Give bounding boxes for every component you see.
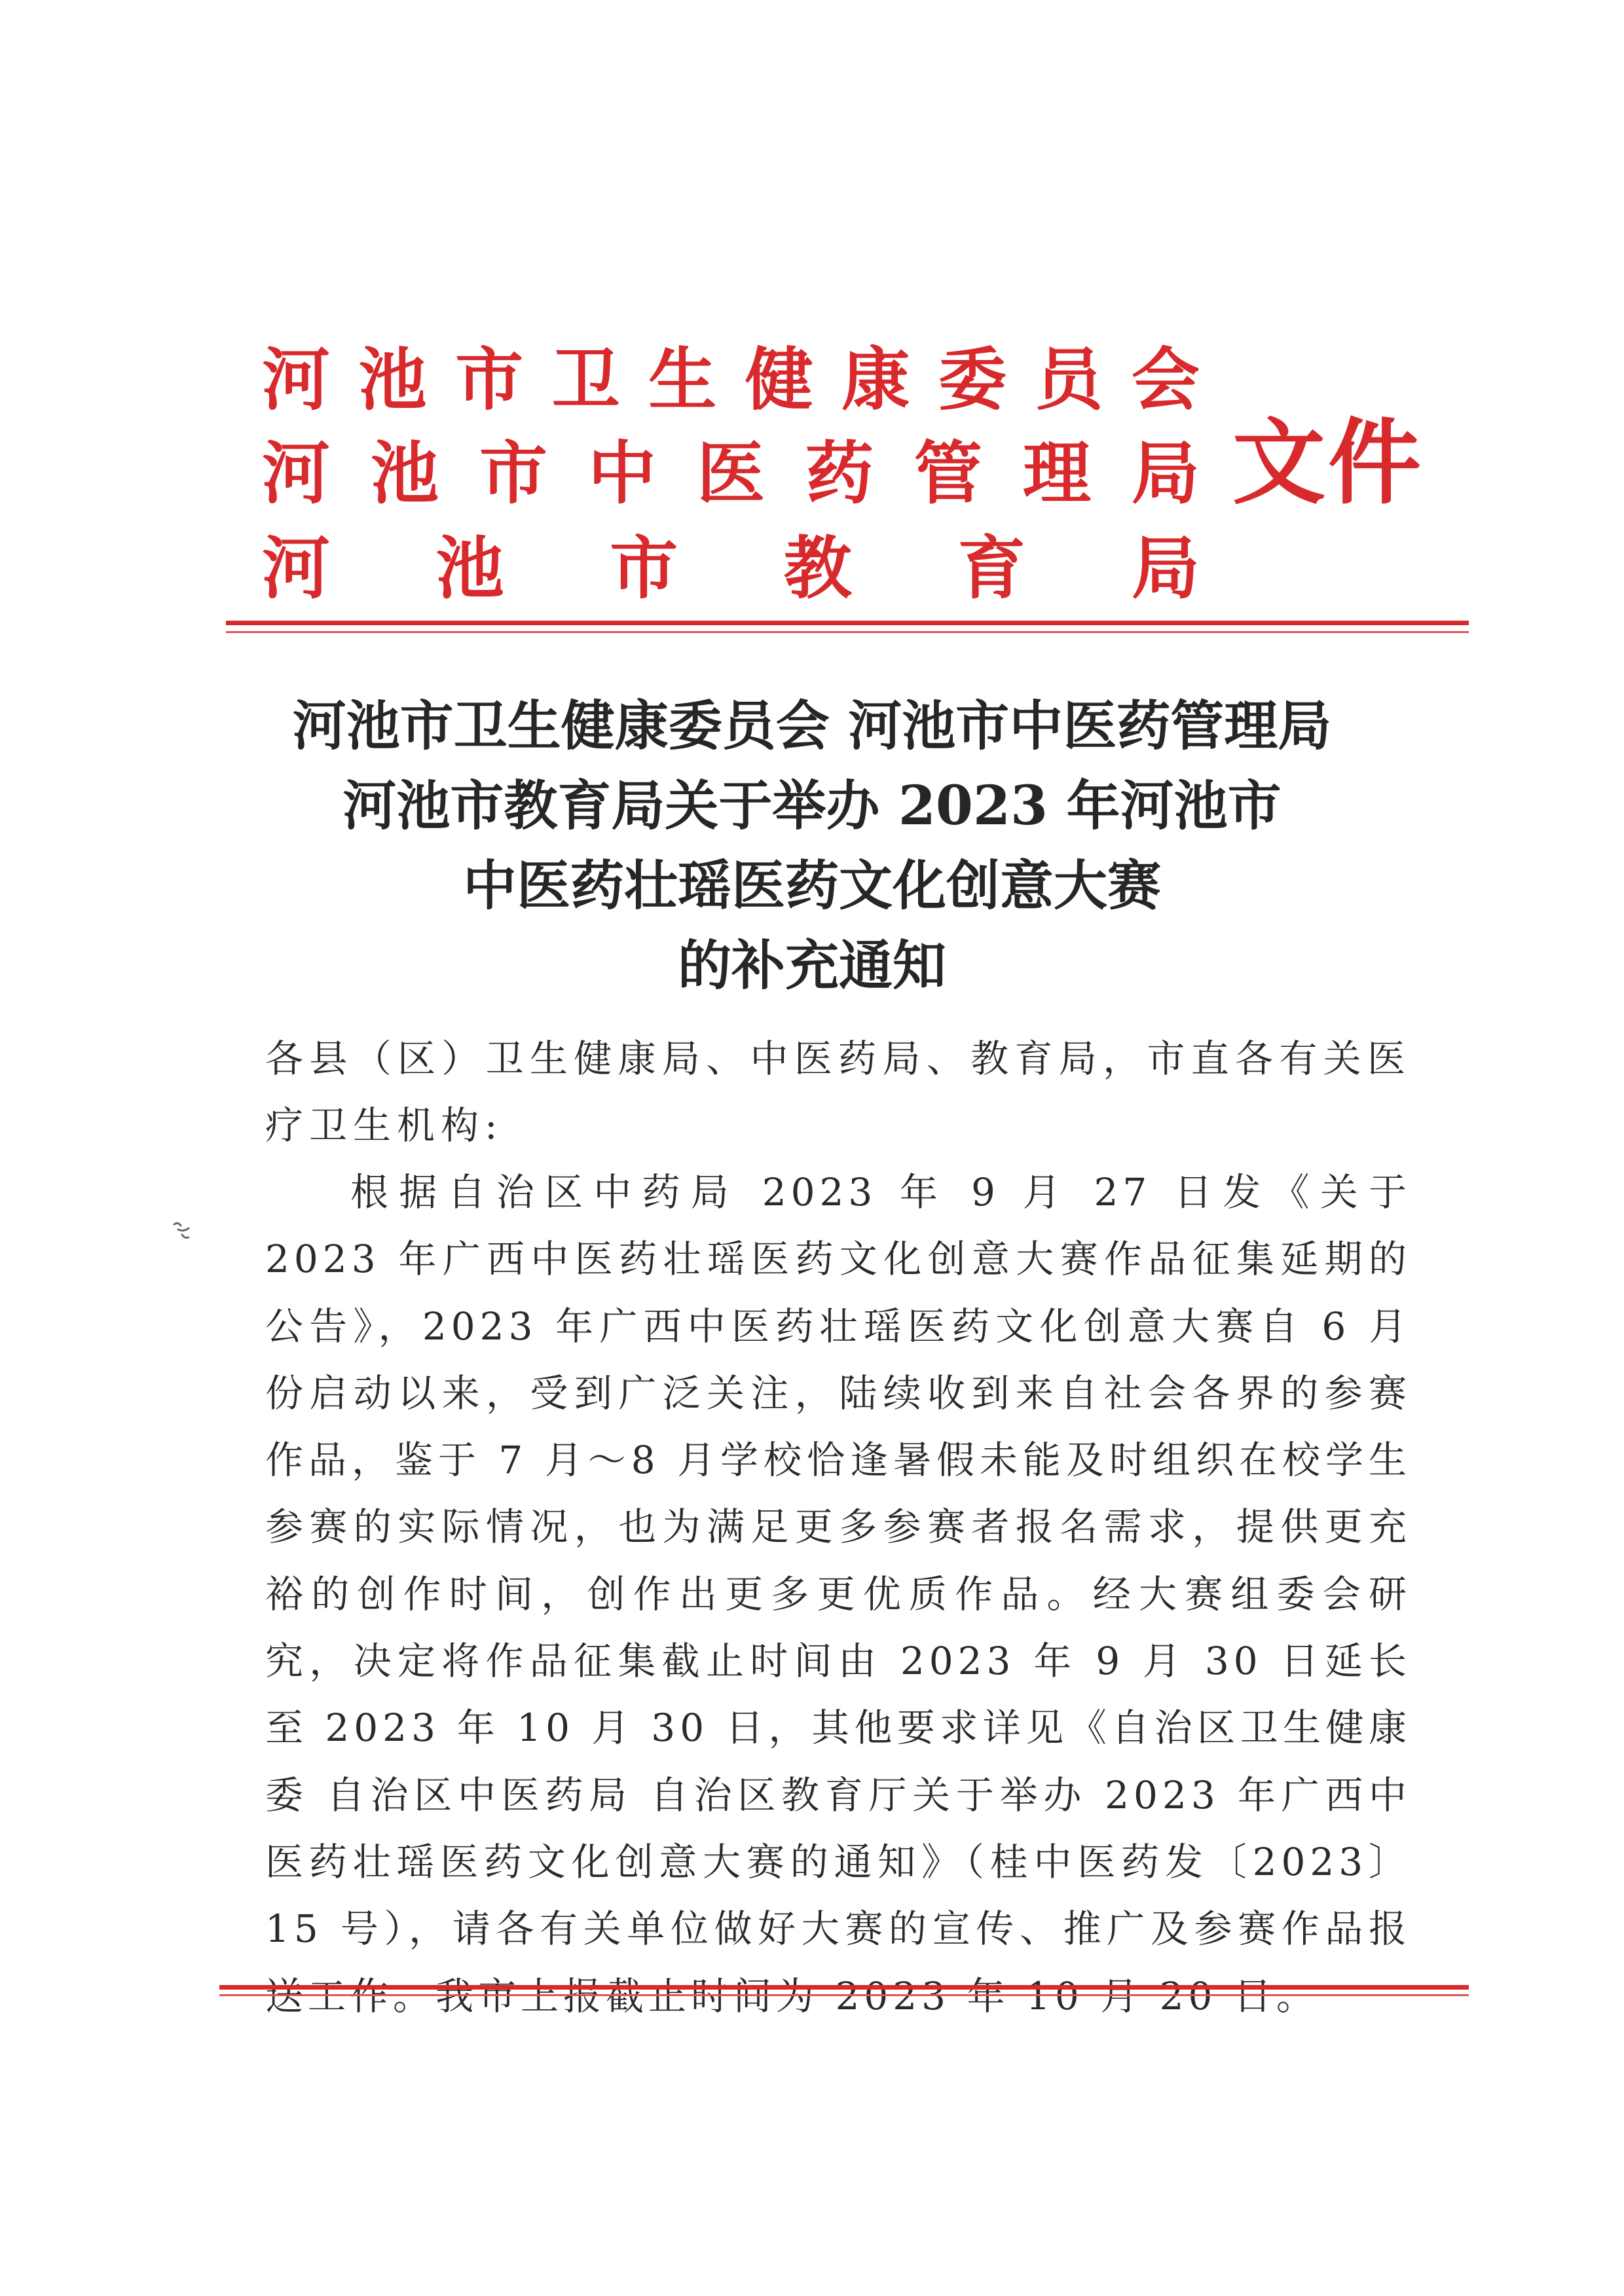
- letterhead-char: 教: [783, 528, 852, 608]
- letterhead-divider-thick: [226, 621, 1469, 625]
- letterhead-char: 理: [1022, 433, 1091, 513]
- letterhead-char: 药: [805, 433, 874, 513]
- letterhead-char: 中: [587, 433, 656, 513]
- letterhead-char: 管: [913, 433, 982, 513]
- letterhead-char: 池: [435, 528, 504, 608]
- letterhead-char: 池: [370, 433, 439, 513]
- document-title-line: 河池市教育局关于举办 2023 年河池市: [342, 774, 1282, 837]
- letterhead-char: 医: [696, 433, 765, 513]
- letterhead-char: 市: [479, 433, 547, 513]
- letterhead-char: 委: [938, 339, 1006, 420]
- salutation: 各县（区）卫生健康局、中医药局、教育局，市直各有关医疗卫生机构:: [265, 1036, 1411, 1148]
- document-title-line: 河池市卫生健康委员会 河池市中医药管理局: [292, 695, 1332, 757]
- letterhead-char: 生: [648, 339, 717, 420]
- body-paragraph: 根据自治区中药局 2023 年 9 月 27 日发《关于 2023 年广西中医药壮瑶医药文化创意大赛作品征集延期的公告》，2023 年广西中医药壮瑶医药文化创意大赛自 6 月份启动以来，受到广泛关注，陆续收到来自社会各界的参赛作品，鉴于 7 月～8 月学校恰逢暑假未能及时组织在校学生参赛的实际情况，也为满足更多参赛者报名需求，提供更充裕的创作时间，创作出更多更优质作品。经大赛组委会研究，决定将作品征集截止时间由 2023 年 9 月 30 日延长至 2023 年 10 月 30 日，其他要求详见《自治区卫生健康委 自治区中医药局 自治区教育厅关于举办 2023 年广西中医药壮瑶医药文化创意大赛的通知》（桂中医药发〔2023〕15 号），请各有关单位做好大赛的宣传、推广及参赛作品报送工作。我市上报截止时间为 2023 年 10 月 20 日。: [265, 1170, 1411, 2018]
- letterhead-char: 局: [1131, 528, 1200, 608]
- letterhead-char: 河: [262, 433, 331, 513]
- letterhead-agency-health-commission: [262, 331, 1200, 429]
- footer-divider-thin: [219, 1994, 1469, 1996]
- document-title-line: 中医药壮瑶医药文化创意大赛: [462, 854, 1161, 917]
- letterhead-char: 育: [957, 528, 1026, 608]
- letterhead-agency-education-bureau: [262, 519, 1200, 617]
- letterhead-char: 市: [455, 339, 524, 420]
- letterhead-char: 市: [610, 528, 678, 608]
- letterhead-char: 会: [1131, 339, 1200, 420]
- footer-divider-thick: [219, 1985, 1469, 1990]
- pen-mark-icon: [169, 1218, 195, 1244]
- letterhead-char: 河: [262, 528, 331, 608]
- letterhead-char: 员: [1035, 339, 1103, 420]
- letterhead-char: 局: [1131, 433, 1200, 513]
- letterhead-char: 河: [262, 339, 331, 420]
- letterhead-char: 卫: [551, 339, 620, 420]
- document-title-line: 的补充通知: [677, 934, 946, 997]
- letterhead-char: 康: [841, 339, 910, 420]
- letterhead-char: 池: [358, 339, 427, 420]
- letterhead-document-word: 文件: [1232, 409, 1424, 517]
- letterhead-divider-thin: [226, 631, 1469, 633]
- letterhead-char: 健: [745, 339, 813, 420]
- letterhead-agency-tcm-bureau: [262, 424, 1200, 522]
- document-title: [223, 686, 1401, 1006]
